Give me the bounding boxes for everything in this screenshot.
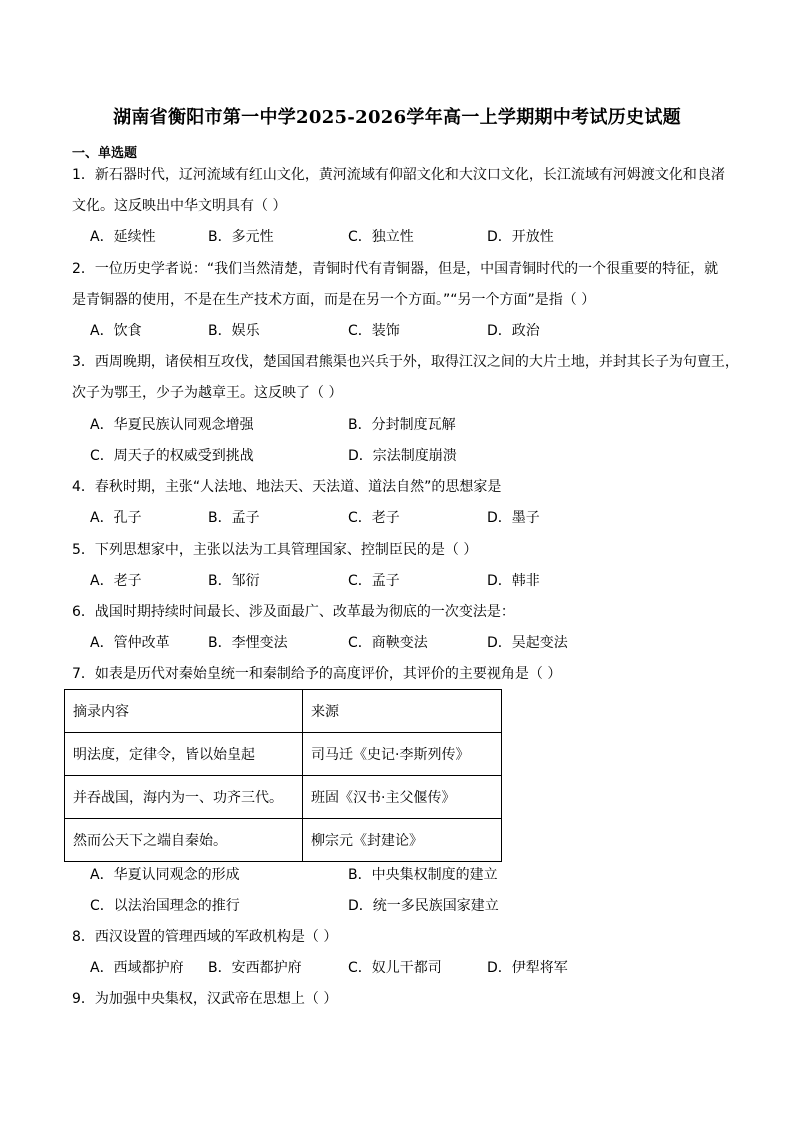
question-7-option-b[interactable]: B．中央集权制度的建立 (348, 867, 498, 883)
question-1-line-2: 文化。这反映出中华文明具有（ ） (72, 198, 287, 214)
question-8-option-a[interactable]: A．西域都护府 (90, 960, 184, 976)
exam-title: 湖南省衡阳市第一中学2025-2026学年高一上学期期中考试历史试题 (113, 107, 681, 128)
question-4-option-c[interactable]: C．老子 (348, 510, 400, 526)
question-5-option-c[interactable]: C．孟子 (348, 573, 400, 589)
question-8-option-c[interactable]: C．奴儿干都司 (348, 960, 442, 976)
question-7-option-c[interactable]: C．以法治国理念的推行 (90, 898, 240, 914)
question-1-option-a[interactable]: A．延续性 (90, 229, 156, 245)
table-header-cell: 来源 (303, 690, 502, 733)
question-6-option-d[interactable]: D．吴起变法 (487, 635, 568, 651)
question-9-line-1: 9．为加强中央集权，汉武帝在思想上（ ） (72, 991, 338, 1007)
table-cell: 然而公天下之端自秦始。 (65, 819, 303, 862)
table-row (65, 776, 502, 819)
question-5-option-b[interactable]: B．邹衍 (208, 573, 260, 589)
evaluation-table (64, 689, 502, 862)
table-cell: 班固《汉书·主父偃传》 (303, 776, 502, 819)
question-2-line-2: 是青铜器的使用，不是在生产技术方面，而是在另一个方面。”“另一个方面”是指（ ） (72, 292, 596, 308)
question-4-option-d[interactable]: D．墨子 (487, 510, 540, 526)
table-cell: 并吞战国，海内为一、功齐三代。 (65, 776, 303, 819)
question-2-option-b[interactable]: B．娱乐 (208, 323, 260, 339)
question-3-option-b[interactable]: B．分封制度瓦解 (348, 417, 456, 433)
question-1-option-c[interactable]: C．独立性 (348, 229, 414, 245)
question-6-line-1: 6．战国时期持续时间最长、涉及面最广、改革最为彻底的一次变法是： (72, 604, 515, 620)
question-2-option-d[interactable]: D．政治 (487, 323, 540, 339)
question-7-line-1: 7．如表是历代对秦始皇统一和秦制给予的高度评价，其评价的主要视角是（ ） (72, 666, 562, 682)
question-6-option-a[interactable]: A．管仲改革 (90, 635, 170, 651)
question-8-option-b[interactable]: B．安西都护府 (208, 960, 302, 976)
question-7-option-d[interactable]: D．统一多民族国家建立 (348, 898, 499, 914)
table-cell: 司马迁《史记·李斯列传》 (303, 733, 502, 776)
table-cell: 明法度，定律令，皆以始皇起 (65, 733, 303, 776)
question-8-line-1: 8．西汉设置的管理西域的军政机构是（ ） (72, 929, 338, 945)
question-3-option-c[interactable]: C．周天子的权威受到挑战 (90, 448, 254, 464)
table-cell: 柳宗元《封建论》 (303, 819, 502, 862)
question-3-line-1: 3．西周晚期，诸侯相互攻伐，楚国国君熊渠也兴兵于外，取得江汉之间的大片土地，并封其长子为句亶王， (72, 354, 739, 370)
question-4-option-b[interactable]: B．孟子 (208, 510, 260, 526)
question-2-option-c[interactable]: C．装饰 (348, 323, 400, 339)
question-3-option-d[interactable]: D．宗法制度崩溃 (348, 448, 457, 464)
table-header-row (65, 690, 502, 733)
question-5-option-a[interactable]: A．老子 (90, 573, 142, 589)
question-3-option-a[interactable]: A．华夏民族认同观念增强 (90, 417, 254, 433)
question-1-line-1: 1．新石器时代，辽河流域有红山文化，黄河流域有仰韶文化和大汶口文化，长江流域有河姆渡文化和良渚 (72, 167, 725, 183)
question-1-option-d[interactable]: D．开放性 (487, 229, 554, 245)
question-4-option-a[interactable]: A．孔子 (90, 510, 142, 526)
question-3-line-2: 次子为鄂王，少子为越章王。这反映了（ ） (72, 385, 343, 401)
question-2-line-1: 2．一位历史学者说：“我们当然清楚，青铜时代有青铜器，但是，中国青铜时代的一个很重要的特征，就 (72, 261, 719, 277)
question-6-option-b[interactable]: B．李悝变法 (208, 635, 288, 651)
question-6-option-c[interactable]: C．商鞅变法 (348, 635, 428, 651)
table-row (65, 733, 502, 776)
question-8-option-d[interactable]: D．伊犁将军 (487, 960, 568, 976)
question-4-line-1: 4．春秋时期，主张“人法地、地法天、天法道、道法自然”的思想家是 (72, 479, 502, 495)
question-5-line-1: 5．下列思想家中，主张以法为工具管理国家、控制臣民的是（ ） (72, 542, 478, 558)
question-1-option-b[interactable]: B．多元性 (208, 229, 274, 245)
table-row (65, 819, 502, 862)
question-7-option-a[interactable]: A．华夏认同观念的形成 (90, 867, 240, 883)
question-5-option-d[interactable]: D．韩非 (487, 573, 540, 589)
section-heading: 一、单选题 (72, 146, 138, 161)
question-2-option-a[interactable]: A．饮食 (90, 323, 142, 339)
table-header-cell: 摘录内容 (65, 690, 303, 733)
